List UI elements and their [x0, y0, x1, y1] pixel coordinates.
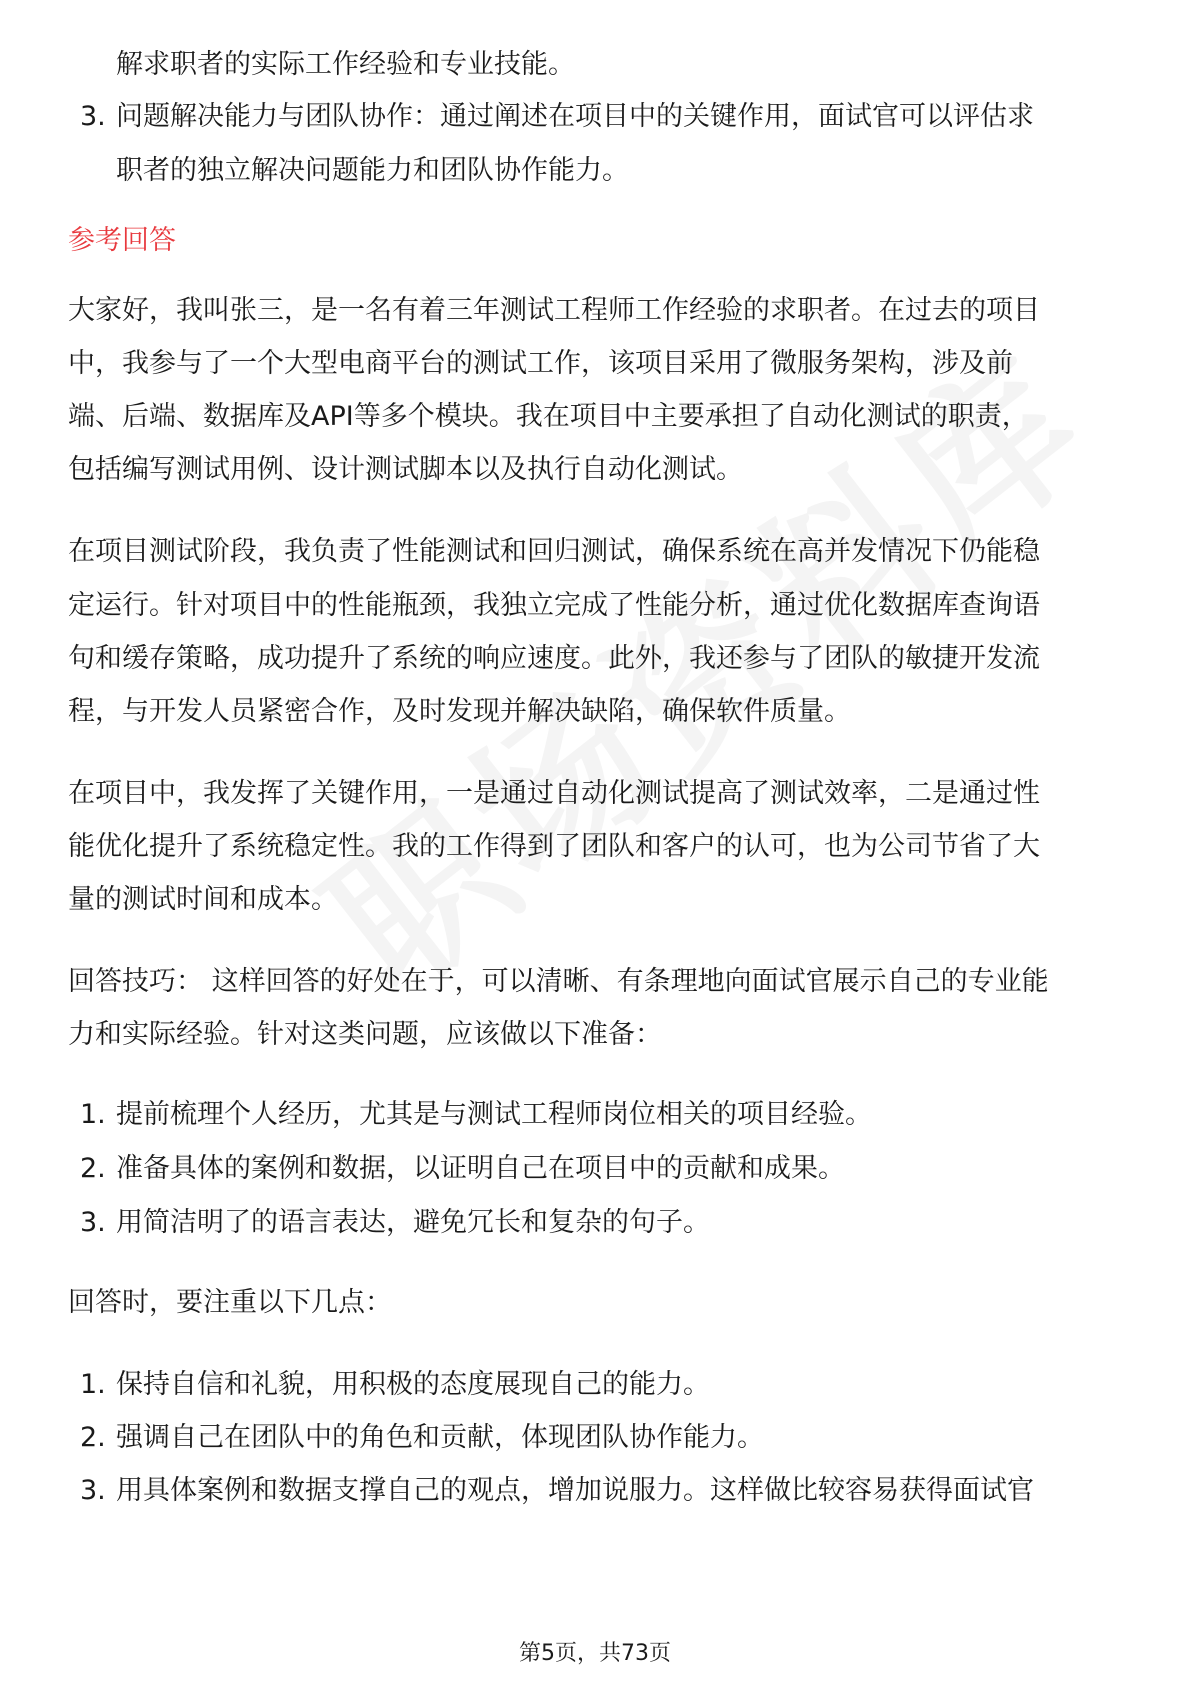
- section-heading: 参考回答: [68, 225, 176, 256]
- list-item: 保持自信和礼貌，用积极的态度展现自己的能力。: [116, 1369, 710, 1400]
- list-number: 2.: [80, 1422, 106, 1453]
- paragraph-line: 回答技巧： 这样回答的好处在于，可以清晰、有条理地向面试官展示自己的专业能: [68, 966, 1049, 997]
- list-item-text: 职者的独立解决问题能力和团队协作能力。: [116, 155, 629, 186]
- list-number: 3.: [80, 101, 106, 132]
- paragraph-line: 量的测试时间和成本。: [68, 884, 338, 915]
- list-number: 1.: [80, 1099, 106, 1130]
- paragraph-line: 力和实际经验。针对这类问题，应该做以下准备：: [68, 1019, 662, 1050]
- paragraph-line: 大家好，我叫张三，是一名有着三年测试工程师工作经验的求职者。在过去的项目: [68, 295, 1040, 326]
- paragraph-line: 程，与开发人员紧密合作，及时发现并解决缺陷，确保软件质量。: [68, 696, 851, 727]
- list-item: 用具体案例和数据支撑自己的观点，增加说服力。这样做比较容易获得面试官: [116, 1475, 1034, 1506]
- list-number: 1.: [80, 1369, 106, 1400]
- list-number: 3.: [80, 1207, 106, 1238]
- paragraph-line: 定运行。针对项目中的性能瓶颈，我独立完成了性能分析，通过优化数据库查询语: [68, 590, 1040, 621]
- paragraph-line: 在项目中，我发挥了关键作用，一是通过自动化测试提高了测试效率，二是通过性: [68, 778, 1040, 809]
- paragraph-line: 在项目测试阶段，我负责了性能测试和回归测试，确保系统在高并发情况下仍能稳: [68, 536, 1040, 567]
- paragraph-line: 中，我参与了一个大型电商平台的测试工作，该项目采用了微服务架构，涉及前: [68, 348, 1013, 379]
- list-item: 提前梳理个人经历，尤其是与测试工程师岗位相关的项目经验。: [116, 1099, 872, 1130]
- list-item-continuation: 解求职者的实际工作经验和专业技能。: [116, 49, 575, 80]
- list-item: 强调自己在团队中的角色和贡献，体现团队协作能力。: [116, 1422, 764, 1453]
- paragraph-line: 包括编写测试用例、设计测试脚本以及执行自动化测试。: [68, 454, 743, 485]
- paragraph-line: 回答时，要注重以下几点：: [68, 1287, 392, 1318]
- paragraph-line: 能优化提升了系统稳定性。我的工作得到了团队和客户的认可，也为公司节省了大: [68, 831, 1040, 862]
- paragraph-line: 端、后端、数据库及API等多个模块。我在项目中主要承担了自动化测试的职责，: [68, 401, 1029, 432]
- list-item: 用简洁明了的语言表达，避免冗长和复杂的句子。: [116, 1207, 710, 1238]
- list-item-text: 问题解决能力与团队协作：通过阐述在项目中的关键作用，面试官可以评估求: [116, 101, 1034, 132]
- page-number-footer: 第5页，共73页: [519, 1641, 671, 1666]
- list-number: 2.: [80, 1153, 106, 1184]
- list-number: 3.: [80, 1475, 106, 1506]
- paragraph-line: 句和缓存策略，成功提升了系统的响应速度。此外，我还参与了团队的敏捷开发流: [68, 643, 1040, 674]
- list-item: 准备具体的案例和数据，以证明自己在项目中的贡献和成果。: [116, 1153, 845, 1184]
